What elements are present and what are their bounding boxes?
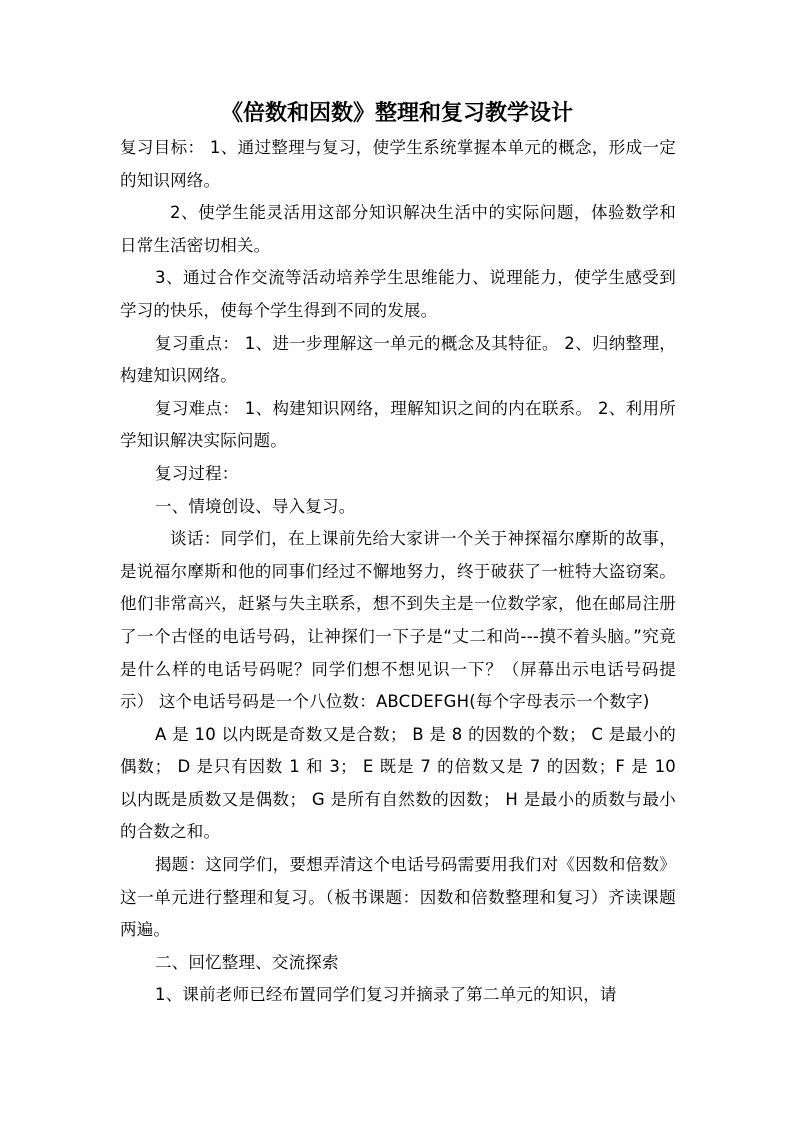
paragraph-goal-2: 2、使学生能灵活用这部分知识解决生活中的实际问题，体验数学和日常生活密切相关。	[120, 203, 676, 255]
document-body	[120, 132, 676, 1012]
paragraph-review-goals: 复习目标： 1、通过整理与复习，使学生系统掌握本单元的概念，形成一定的知识网络。	[120, 138, 676, 190]
paragraph-phone-clues: A 是 10 以内既是奇数又是合数； B 是 8 的因数的个数； C 是最小的偶数； D 是只有因数 1 和 3； E 既是 7 的倍数又是 7 的因数；F 是 10 以内既是质数又是偶数； G 是所有自然数的因数； H 是最小的质数与最小的合数之和。	[120, 724, 676, 842]
paragraph-talk: 谈话：同学们，在上课前先给大家讲一个关于神探福尔摩斯的故事，是说福尔摩斯和他的同事们经过不懈地努力，终于破获了一桩特大盗窃案。他们非常高兴，赶紧与失主联系，想不到失主是一位数学家，他在邮局注册了一个古怪的电话号码，让神探们一下子是“丈二和尚---摸不着头脑。”究竟是什么样的电话号码呢？同学们想不想见识一下？（屏幕出示电话号码提示） 这个电话号码是一个八位数：ABCDEFGH(每个字母表示一个数字)	[120, 529, 676, 712]
paragraph-review-process: 复习过程：	[155, 463, 239, 483]
paragraph-review-focus: 复习重点： 1、进一步理解这一单元的概念及其特征。 2、归纳整理，构建知识网络。	[120, 333, 676, 386]
section-heading-2: 二、回忆整理、交流探索	[155, 952, 339, 972]
paragraph-goal-3: 3、通过合作交流等活动培养学生思维能力、说理能力，使学生感受到学习的快乐，使每个学生得到不同的发展。	[120, 268, 676, 320]
paragraph-review-difficulty: 复习难点： 1、构建知识网络，理解知识之间的内在联系。 2、利用所学知识解决实际问题。	[120, 398, 676, 451]
document-title: 《倍数和因数》整理和复习教学设计	[220, 100, 573, 126]
section-heading-1: 一、情境创设、导入复习。	[155, 496, 356, 516]
paragraph-reveal-topic: 揭题：这同学们，要想弄清这个电话号码需要用我们对《因数和倍数》这一单元进行整理和复习。（板书课题：因数和倍数整理和复习）齐读课题两遍。	[120, 855, 676, 940]
paragraph-step-1: 1、课前老师已经布置同学们复习并摘录了第二单元的知识，请	[155, 985, 617, 1005]
